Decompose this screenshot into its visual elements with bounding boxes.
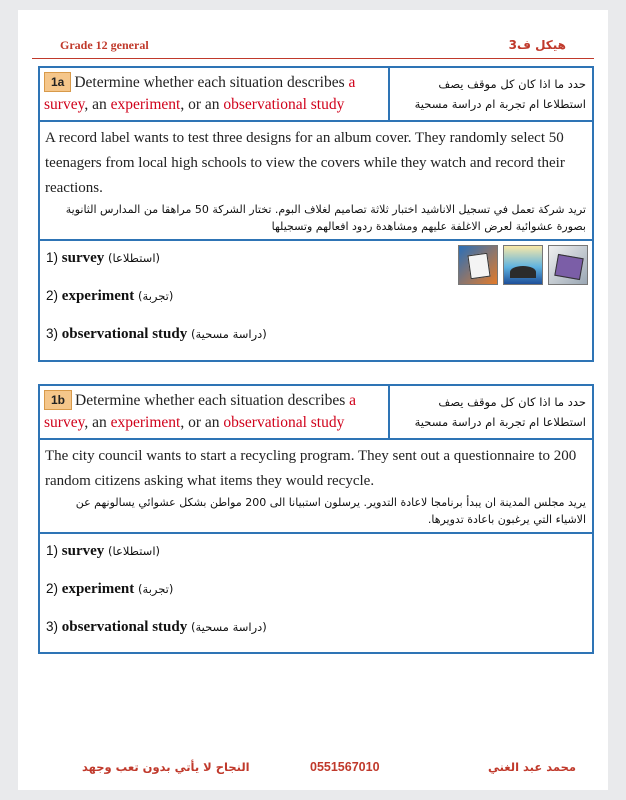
question-1b-prompt (40, 386, 390, 438)
page-footer (32, 758, 594, 780)
option-observational-study[interactable] (46, 616, 586, 654)
prompt-an: , an (84, 414, 107, 431)
prompt-observational: observational study (223, 414, 345, 431)
question-1a-options (40, 241, 592, 361)
prompt-text: Determine whether each situation describes (74, 74, 345, 91)
question-1b-header (40, 386, 592, 440)
question-1b-tag: 1b (44, 390, 72, 410)
prompt-a: a (348, 74, 356, 91)
option-number: 2) (46, 288, 59, 303)
situation-english: A record label wants to test three designs for an album cover. They randomly select 50 teenagers from local high schools to view the covers while they watch and record their reactions. (45, 130, 565, 196)
question-1b (38, 384, 594, 654)
option-icons (458, 245, 588, 285)
option-arabic: (دراسة مسحية) (190, 327, 267, 341)
option-number: 3) (46, 326, 59, 341)
question-1a-situation (40, 122, 592, 241)
grade-label: Grade 12 general (60, 38, 149, 52)
option-observational-study[interactable] (46, 323, 586, 361)
prompt-text: Determine whether each situation describes (75, 392, 346, 409)
option-number: 2) (46, 581, 59, 596)
option-label: survey (61, 543, 105, 559)
footer-author: محمد عبد الغني (487, 760, 576, 774)
option-experiment[interactable] (46, 578, 586, 616)
question-1b-situation (40, 440, 592, 534)
situation-arabic: تريد شركة تعمل في تسجيل الاناشيد اختبار ثلاثة تصاميم لغلاف البوم. تختار الشركة 50 مراهقا من المدارس الثانوية بصورة عشوائية لعرض الاغلفة عليهم ومشاهدة ردود افعالهم وتسجيلها (65, 203, 586, 233)
prompt-or-an: , or an (180, 96, 220, 113)
footer-phone: 0551567010 (310, 760, 380, 774)
option-arabic: (تجربة) (138, 582, 174, 596)
prompt-survey: survey (44, 96, 85, 113)
question-1a-header (40, 68, 592, 122)
question-1a-prompt (40, 68, 390, 120)
option-label: survey (61, 250, 105, 266)
prompt-experiment: experiment (110, 96, 181, 113)
question-1a (38, 66, 594, 362)
prompt-survey: survey (44, 414, 85, 431)
option-arabic: (دراسة مسحية) (190, 620, 267, 634)
option-label: observational study (61, 326, 188, 342)
prompt-an: , an (84, 96, 107, 113)
prompt-experiment: experiment (110, 414, 181, 431)
footer-slogan: النجاح لا يأتي بدون تعب وجهد (82, 760, 250, 774)
prompt-a: a (349, 392, 357, 409)
question-1b-options (40, 534, 592, 654)
option-arabic: (تجربة) (138, 289, 174, 303)
unit-label: هيكل ف3 (508, 38, 566, 52)
question-1a-prompt-arabic: حدد ما اذا كان كل موقف يصف استطلاعا ام تجربة ام دراسة مسحية (414, 77, 586, 111)
prompt-or-an: , or an (180, 414, 220, 431)
prompt-observational: observational study (223, 96, 345, 113)
experiment-icon (503, 245, 543, 285)
question-1a-tag: 1a (44, 72, 71, 92)
option-label: experiment (61, 581, 135, 597)
situation-arabic: يريد مجلس المدينة ان يبدأ برنامجا لاعادة التدوير. يرسلون استبيانا الى 200 مواطن بشكل عشوائي يسالونهم عن الاشياء التي يرغبون باعادة تدويرها. (75, 496, 586, 526)
observation-icon (548, 245, 588, 285)
question-1b-prompt-arabic: حدد ما اذا كان كل موقف يصف استطلاعا ام تجربة ام دراسة مسحية (414, 395, 586, 429)
page-header (32, 36, 594, 59)
option-label: experiment (61, 288, 135, 304)
option-label: observational study (61, 619, 188, 635)
survey-icon (458, 245, 498, 285)
option-survey[interactable] (46, 540, 586, 578)
option-number: 1) (46, 543, 59, 558)
option-arabic: (استطلاعا) (108, 544, 161, 558)
option-number: 3) (46, 619, 59, 634)
option-number: 1) (46, 250, 59, 265)
worksheet-page (18, 10, 608, 790)
situation-english: The city council wants to start a recycling program. They sent out a questionnaire to 200 random citizens asking what items they would recycle. (45, 448, 577, 489)
option-arabic: (استطلاعا) (108, 251, 161, 265)
option-experiment[interactable] (46, 285, 586, 323)
